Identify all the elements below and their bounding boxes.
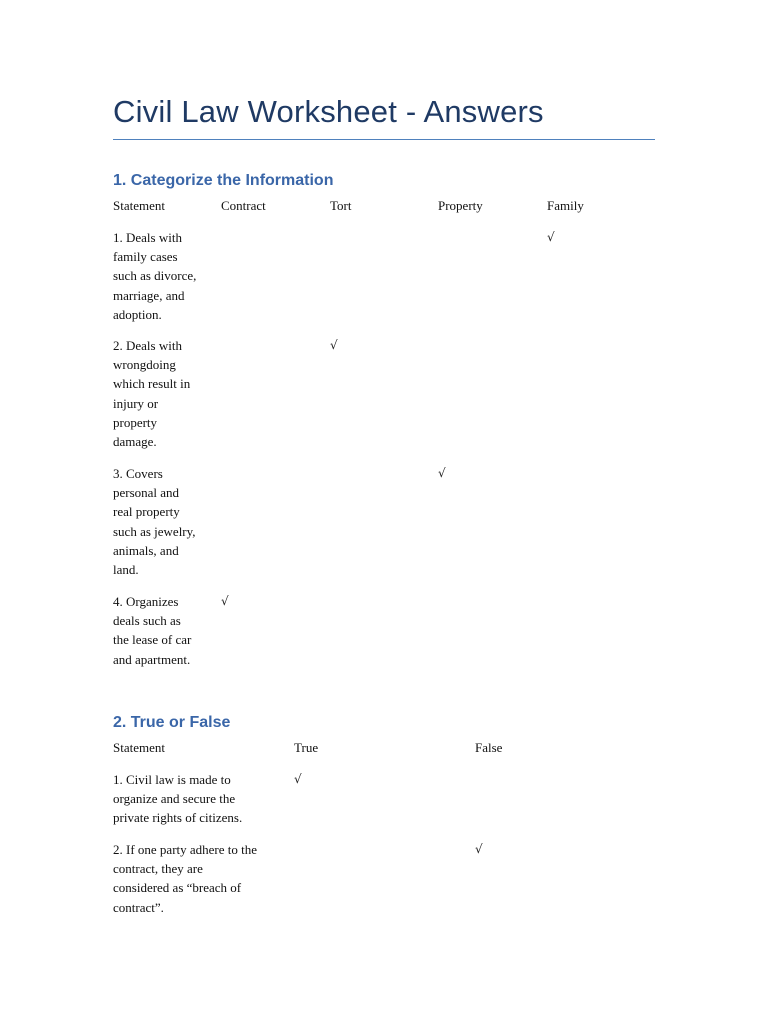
table-row-1-statement: 1. Deals with family cases such as divorce, marriage, and adoption. [113,230,197,322]
section-2-heading: 2. True or False [113,714,231,731]
col-header-family: Family [547,198,584,213]
col-header-contract: Contract [221,198,266,213]
checkmark-icon: √ [475,842,483,856]
col-header-false: False [475,740,503,755]
section-1-heading: 1. Categorize the Information [113,172,334,189]
col-header-tort: Tort [330,198,352,213]
col-header-statement: Statement [113,198,165,213]
document-title: Civil Law Worksheet - Answers [113,94,544,129]
col-header-property: Property [438,198,483,213]
table-row-4-statement: 4. Organizes deals such as the lease of car and apartment. [113,594,192,667]
col-header-true: True [294,740,319,755]
checkmark-icon: √ [294,772,302,786]
checkmark-icon: √ [221,594,229,608]
checkmark-icon: √ [547,230,555,244]
table-row-2-statement: 2. If one party adhere to the contract, they are considered as “breach of contract”. [113,842,258,915]
col-header-statement: Statement [113,740,165,755]
title-underline [113,139,655,140]
checkmark-icon: √ [438,466,446,480]
table-row-3-statement: 3. Covers personal and real property such as jewelry, animals, and land. [113,466,196,578]
table-row-1-statement: 1. Civil law is made to organize and secure the private rights of citizens. [113,772,243,826]
table-row-2-statement: 2. Deals with wrongdoing which result in injury or property damage. [113,338,191,450]
checkmark-icon: √ [330,338,338,352]
